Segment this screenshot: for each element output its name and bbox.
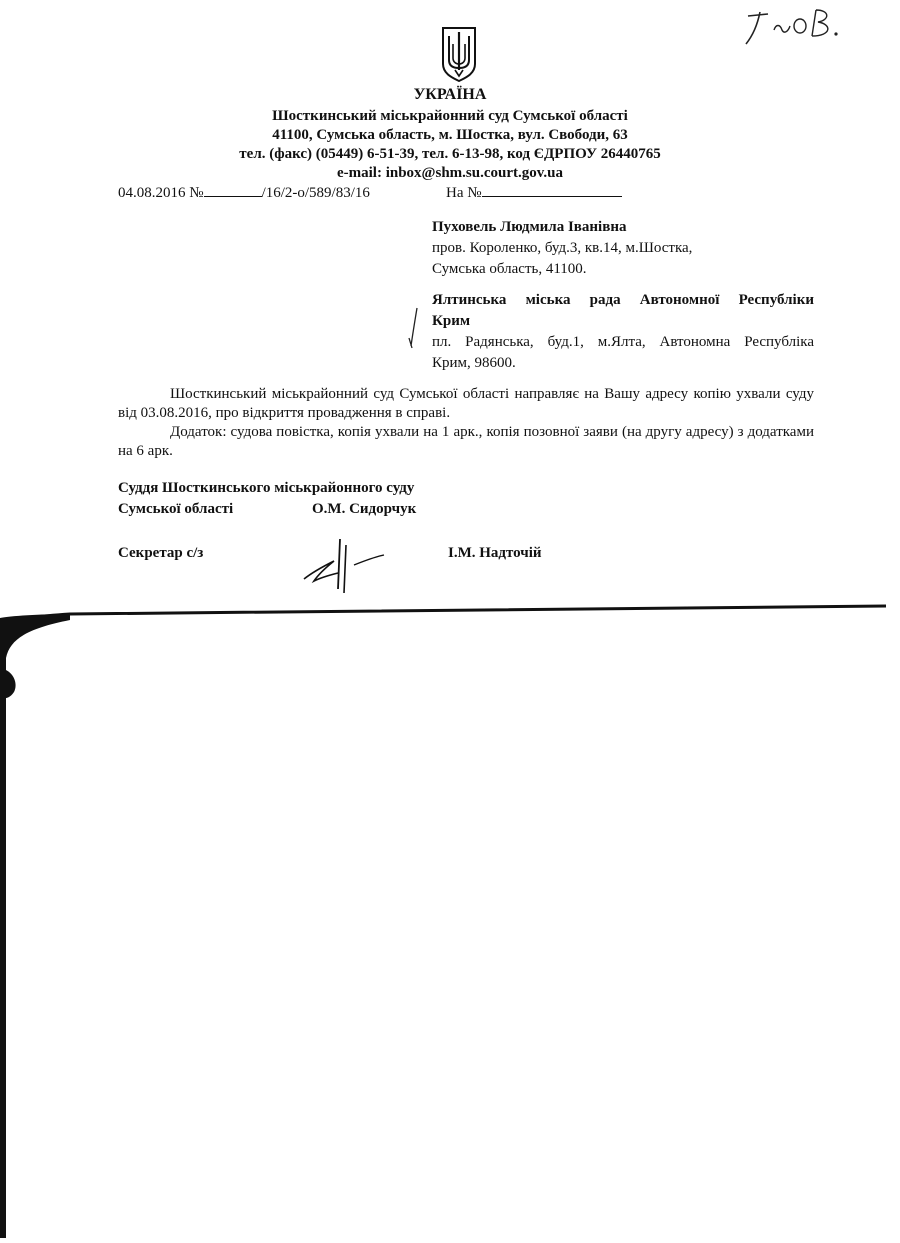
- scan-page-edge: [0, 598, 900, 1238]
- body-paragraph-2: Додаток: судова повістка, копія ухвали на 1 арк., копія позовної заяви (на другу адресу) з додатками на 6 арк.: [118, 424, 814, 459]
- ukraine-trident-emblem-icon: [441, 26, 477, 82]
- margin-check-mark: [405, 306, 421, 350]
- body-paragraph-1: Шосткинський міськрайонний суд Сумської області направляє на Вашу адресу копію ухвали суду від 03.08.2016, про відкриття провадження в справі.: [118, 386, 814, 421]
- handwritten-signature: [300, 535, 390, 595]
- judge-name: О.М. Сидорчук: [312, 501, 417, 517]
- recipient-1-address-line: пров. Короленко, буд.3, кв.14, м.Шостка,: [432, 240, 693, 256]
- recipient-1-address-line: Сумська область, 41100.: [432, 261, 587, 277]
- number-label: №: [189, 185, 204, 201]
- recipient-1-name: Пуховель Людмила Іванівна: [432, 219, 627, 235]
- recipient-2-name-line: Крим: [432, 313, 471, 329]
- secretary-name: І.М. Надточій: [448, 545, 542, 561]
- recipient-2-address-line: пл. Радянська, буд.1, м.Ялта, Автономна Республіка: [432, 334, 814, 350]
- handwritten-note-graphic: [738, 4, 848, 54]
- judge-title-line2: Сумської області: [118, 501, 234, 517]
- number-blank: [204, 182, 262, 197]
- recipient-1: [432, 217, 814, 280]
- reply-reference: [446, 182, 622, 203]
- outgoing-number: /16/2-о/589/83/16: [261, 185, 370, 201]
- recipient-2-name-line: Ялтинська міська рада Автономної Республіки: [432, 292, 814, 308]
- recipient-2: [432, 290, 814, 374]
- court-name: Шосткинський міськрайонний суд Сумської області: [272, 108, 628, 124]
- judge-title-line1: Суддя Шосткинського міськрайонного суду: [118, 480, 415, 496]
- country-title: УКРАЇНА: [413, 86, 487, 103]
- reply-blank: [482, 182, 622, 197]
- reference-line: [118, 182, 370, 203]
- recipient-2-address-line: Крим, 98600.: [432, 355, 516, 371]
- handwritten-note: [738, 4, 848, 54]
- letter-date: 04.08.2016: [118, 185, 186, 201]
- court-phones: тел. (факс) (05449) 6-51-39, тел. 6-13-98, код ЄДРПОУ 26440765: [239, 146, 661, 162]
- secretary-title: Секретар с/з: [118, 545, 204, 561]
- court-address: 41100, Сумська область, м. Шостка, вул. Свободи, 63: [272, 127, 628, 143]
- reply-label: На №: [446, 185, 482, 201]
- court-email: e-mail: inbox@shm.su.court.gov.ua: [336, 165, 564, 181]
